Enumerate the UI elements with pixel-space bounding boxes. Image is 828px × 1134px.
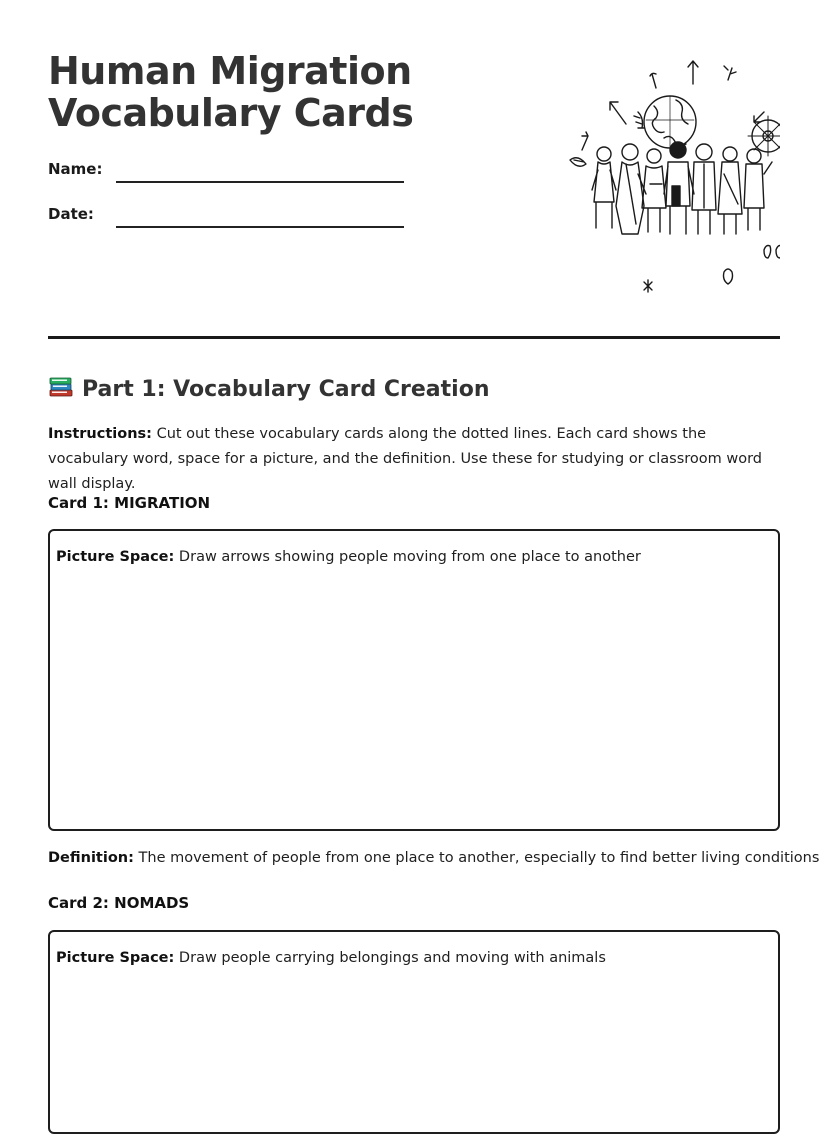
name-field-row <box>48 160 408 188</box>
card-2-title: Card 2: NOMADS <box>48 894 190 912</box>
section-title-text: Part 1: Vocabulary Card Creation <box>82 377 490 402</box>
page-title <box>48 50 413 134</box>
card-2-picture-text: Draw people carrying belongings and moving with animals <box>174 950 606 966</box>
title-line-1: Human Migration <box>48 49 412 93</box>
card-1-definition <box>48 850 819 866</box>
card-1-definition-label: Definition: <box>48 850 134 866</box>
card-1-picture-box[interactable] <box>48 529 780 831</box>
instructions <box>48 422 780 497</box>
card-1-definition-text: The movement of people from one place to another, especially to find better living conditions <box>133 850 820 866</box>
date-field[interactable] <box>116 226 404 228</box>
card-1-title: Card 1: MIGRATION <box>48 494 211 512</box>
date-label: Date: <box>48 205 94 223</box>
card-2-picture-box[interactable] <box>48 930 780 1134</box>
date-field-row <box>48 205 408 233</box>
card-1-picture-text: Draw arrows showing people moving from one place to another <box>174 549 641 565</box>
diverse-people-globe-illustration <box>518 54 780 300</box>
card-2-picture-label: Picture Space: <box>56 950 175 966</box>
name-label: Name: <box>48 160 103 178</box>
card-2-picture-prompt <box>56 950 606 966</box>
card-1-picture-label: Picture Space: <box>56 549 175 565</box>
card-1-picture-prompt <box>56 549 641 565</box>
title-line-2: Vocabulary Cards <box>48 91 414 135</box>
instructions-label: Instructions: <box>48 426 152 442</box>
name-field[interactable] <box>116 181 404 183</box>
section-title-part-1 <box>48 374 489 405</box>
books-icon <box>48 374 74 400</box>
instructions-text: Cut out these vocabulary cards along the dotted lines. Each card shows the vocabulary word, space for a picture, and the definition. Use these for studying or classroom word wall display. <box>48 426 763 492</box>
section-divider <box>48 336 780 339</box>
